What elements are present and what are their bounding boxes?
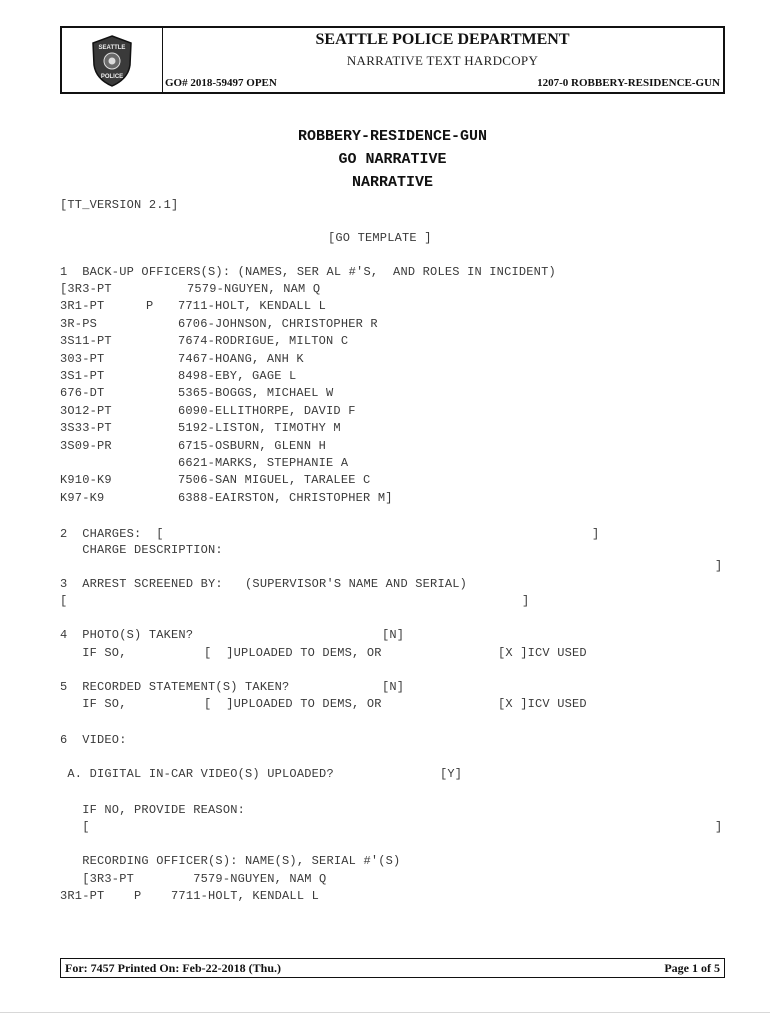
officer-name: 7467-HOANG, ANH K bbox=[178, 351, 304, 366]
officer-unit: 3S33-PT bbox=[60, 421, 112, 436]
officer-name: 6715-OSBURN, GLENN H bbox=[178, 438, 327, 453]
statement-icv-used: [X ]ICV USED bbox=[498, 697, 587, 711]
page-number: Page 1 of 5 bbox=[664, 961, 720, 975]
officer-unit: K97-K9 bbox=[60, 490, 105, 505]
go-number: GO# 2018-59497 OPEN bbox=[165, 77, 277, 89]
section-charges-heading: 2 CHARGES: [ bbox=[60, 527, 164, 541]
section-backup-officers-heading: 1 BACK-UP OFFICERS(S): (NAMES, SER AL #'S, AND ROLES IN INCIDENT) bbox=[60, 265, 556, 279]
video-reason-close-bracket: ] bbox=[715, 820, 723, 834]
section-video-heading: 6 VIDEO: bbox=[60, 733, 127, 747]
officer-name: 7506-SAN MIGUEL, TARALEE C bbox=[178, 473, 371, 488]
officer-unit: K910-K9 bbox=[60, 473, 112, 488]
officer-name: 8498-EBY, GAGE L bbox=[178, 369, 297, 383]
officer-unit: 3S11-PT bbox=[60, 334, 112, 349]
page-footer bbox=[60, 958, 725, 978]
section-photos-heading: 4 PHOTO(S) TAKEN? bbox=[60, 628, 194, 642]
police-badge-icon bbox=[90, 35, 134, 87]
officer-unit: 3S1-PT bbox=[60, 369, 105, 383]
video-reason-open-bracket: [ bbox=[60, 820, 90, 834]
video-uploaded-question: A. DIGITAL IN-CAR VIDEO(S) UPLOADED? bbox=[60, 767, 334, 781]
officer-unit: 303-PT bbox=[60, 351, 105, 366]
officer-name: 7711-HOLT, KENDALL L bbox=[178, 299, 327, 314]
officer-role: P bbox=[146, 299, 154, 314]
svg-text:POLICE: POLICE bbox=[100, 74, 124, 80]
photos-answer: [N] bbox=[382, 628, 405, 642]
offense-code: 1207-0 ROBBERY-RESIDENCE-GUN bbox=[537, 77, 720, 89]
officer-name: 6090-ELLITHORPE, DAVID F bbox=[178, 403, 356, 418]
officer-name: 5365-BOGGS, MICHAEL W bbox=[178, 386, 334, 401]
offense-title: ROBBERY-RESIDENCE-GUN bbox=[297, 128, 488, 145]
report-subtitle: NARRATIVE TEXT HARDCOPY bbox=[346, 53, 539, 68]
officer-name: 7579-NGUYEN, NAM Q bbox=[187, 282, 321, 296]
officer-unit: 3S09-PR bbox=[60, 438, 112, 453]
statement-answer: [N] bbox=[382, 680, 405, 694]
scan-edge-line bbox=[0, 1012, 770, 1013]
department-name: SEATTLE POLICE DEPARTMENT bbox=[315, 31, 570, 48]
go-narrative-title: GO NARRATIVE bbox=[338, 151, 447, 168]
officer-unit: 3R1-PT bbox=[60, 299, 105, 314]
recording-officer-1: [3R3-PT 7579-NGUYEN, NAM Q bbox=[60, 872, 327, 886]
statement-if-so: IF SO, bbox=[60, 697, 127, 711]
officer-name: 7674-RODRIGUE, MILTON C bbox=[178, 334, 349, 349]
charges-close-bracket: ] bbox=[592, 527, 600, 541]
officer-unit: 3R-PS bbox=[60, 316, 98, 331]
report-header bbox=[60, 26, 725, 94]
photos-icv-used: [X ]ICV USED bbox=[498, 646, 587, 660]
officer-name: 6706-JOHNSON, CHRISTOPHER R bbox=[178, 316, 378, 331]
officer-name: 6621-MARKS, STEPHANIE A bbox=[178, 456, 349, 470]
officer-unit: [3R3-PT bbox=[60, 282, 112, 296]
photos-upload-dems: [ ]UPLOADED TO DEMS, OR bbox=[204, 646, 382, 660]
charge-description: CHARGE DESCRIPTION: bbox=[60, 543, 223, 557]
svg-text:SEATTLE: SEATTLE bbox=[98, 45, 126, 51]
section-recorded-statement-heading: 5 RECORDED STATEMENT(S) TAKEN? bbox=[60, 680, 290, 694]
section-arrest-screened-heading: 3 ARREST SCREENED BY: (SUPERVISOR'S NAME AND SERIAL) bbox=[60, 577, 468, 591]
recording-officers-heading: RECORDING OFFICER(S): NAME(S), SERIAL #'(S) bbox=[60, 854, 401, 868]
officer-unit: 3O12-PT bbox=[60, 403, 112, 418]
officer-unit: 676-DT bbox=[60, 386, 105, 401]
officer-name: 5192-LISTON, TIMOTHY M bbox=[178, 421, 341, 436]
recording-officer-2: 3R1-PT P 7711-HOLT, KENDALL L bbox=[60, 889, 320, 903]
template-version: [TT_VERSION 2.1] bbox=[60, 198, 179, 212]
video-if-no-reason: IF NO, PROVIDE REASON: bbox=[60, 803, 246, 817]
arrest-open-bracket: [ bbox=[60, 594, 68, 608]
arrest-close-bracket: ] bbox=[522, 594, 530, 608]
officer-name: 6388-EAIRSTON, CHRISTOPHER M] bbox=[178, 490, 393, 505]
narrative-title: NARRATIVE bbox=[351, 174, 433, 191]
printed-by: For: 7457 Printed On: Feb-22-2018 (Thu.) bbox=[65, 961, 281, 975]
video-uploaded-answer: [Y] bbox=[440, 767, 463, 781]
logo-cell bbox=[62, 28, 163, 92]
photos-if-so: IF SO, bbox=[60, 646, 127, 660]
charge-description-bracket: ] bbox=[715, 559, 723, 573]
statement-upload-dems: [ ]UPLOADED TO DEMS, OR bbox=[204, 697, 382, 711]
go-template-label: [GO TEMPLATE ] bbox=[328, 231, 432, 245]
